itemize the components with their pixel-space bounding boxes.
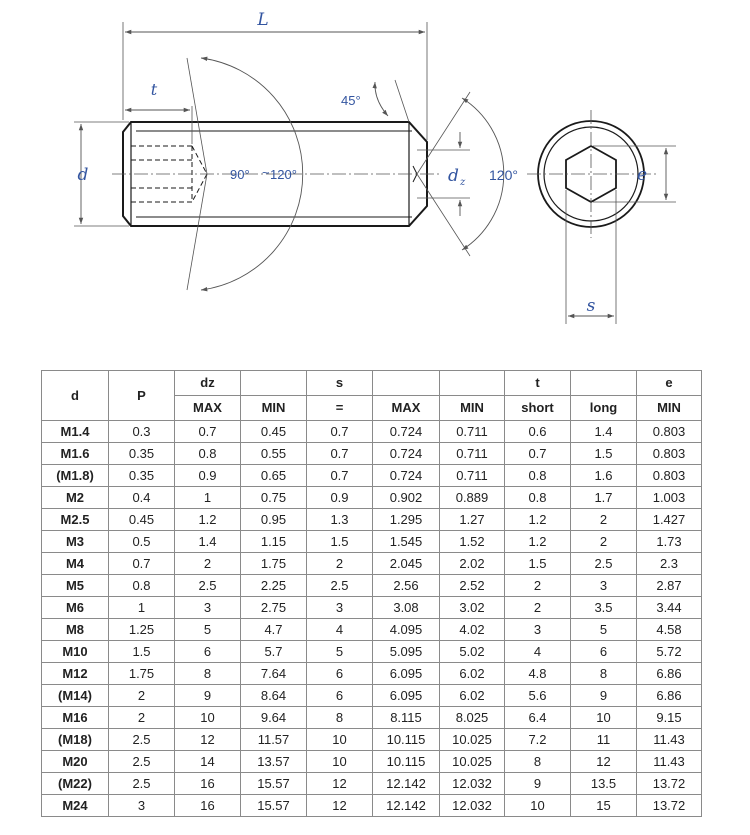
table-cell: 7.64 <box>241 663 307 685</box>
table-cell: 7.2 <box>505 729 571 751</box>
header-s-min: MIN <box>440 396 505 421</box>
socket-angle-tilde: ~ <box>262 165 270 180</box>
table-cell: 1.75 <box>109 663 175 685</box>
socket-angle-right: 120° <box>270 167 297 182</box>
table-cell: 10 <box>307 751 373 773</box>
table-cell: 1.003 <box>637 487 702 509</box>
table-cell: 2 <box>571 509 637 531</box>
table-cell: 1.2 <box>505 509 571 531</box>
header-row-1 <box>42 371 702 396</box>
table-cell: 0.7 <box>307 443 373 465</box>
table-cell: 16 <box>175 773 241 795</box>
table-cell: 8 <box>175 663 241 685</box>
header-blank-2 <box>373 371 440 396</box>
table-cell: 3.02 <box>440 597 505 619</box>
table-cell: 1.27 <box>440 509 505 531</box>
table-cell: 10.025 <box>440 751 505 773</box>
header-s-nominal: = <box>307 396 373 421</box>
table-cell: 1.5 <box>307 531 373 553</box>
table-cell: 1 <box>175 487 241 509</box>
table-cell: 1.7 <box>571 487 637 509</box>
table-cell: 1.5 <box>109 641 175 663</box>
table-row <box>42 729 702 751</box>
table-cell: 1.25 <box>109 619 175 641</box>
dimension-chamfer-angle <box>341 80 409 122</box>
table-cell: 0.95 <box>241 509 307 531</box>
table-cell: 2 <box>505 597 571 619</box>
table-row <box>42 487 702 509</box>
table-cell: 3 <box>571 575 637 597</box>
table-cell: 1.2 <box>175 509 241 531</box>
table-cell: 5 <box>307 641 373 663</box>
table-cell: 1.4 <box>175 531 241 553</box>
table-cell: 3 <box>307 597 373 619</box>
table-cell: 1.73 <box>637 531 702 553</box>
table-cell-size: (M14) <box>42 685 109 707</box>
table-cell-size: M12 <box>42 663 109 685</box>
table-cell: 5.02 <box>440 641 505 663</box>
table-cell: 12.032 <box>440 795 505 817</box>
table-cell: 0.55 <box>241 443 307 465</box>
table-cell-size: M8 <box>42 619 109 641</box>
table-cell: 2.3 <box>637 553 702 575</box>
table-cell: 11.43 <box>637 751 702 773</box>
table-cell: 0.8 <box>505 465 571 487</box>
table-row <box>42 685 702 707</box>
table-cell: 3.44 <box>637 597 702 619</box>
table-cell: 0.45 <box>241 421 307 443</box>
table-cell-size: M10 <box>42 641 109 663</box>
table-cell: 2.75 <box>241 597 307 619</box>
table-row <box>42 597 702 619</box>
table-cell: 14 <box>175 751 241 773</box>
table-cell: 11 <box>571 729 637 751</box>
table-cell-size: (M22) <box>42 773 109 795</box>
table-cell: 6.095 <box>373 663 440 685</box>
table-cell: 5.72 <box>637 641 702 663</box>
table-row <box>42 531 702 553</box>
table-row <box>42 421 702 443</box>
table-cell-size: (M18) <box>42 729 109 751</box>
header-e-min: MIN <box>637 396 702 421</box>
table-cell: 6.02 <box>440 663 505 685</box>
table-cell: 1.52 <box>440 531 505 553</box>
table-cell: 4.58 <box>637 619 702 641</box>
table-cell: 2 <box>307 553 373 575</box>
table-cell: 2.5 <box>571 553 637 575</box>
table-cell: 2 <box>109 685 175 707</box>
point-diameter-subscript: z <box>460 177 466 188</box>
header-s-max: MAX <box>373 396 440 421</box>
table-cell: 1.2 <box>505 531 571 553</box>
table-cell: 1.5 <box>571 443 637 465</box>
table-cell: 2 <box>505 575 571 597</box>
header-d: d <box>42 371 109 421</box>
across-flats-label: s <box>586 296 596 316</box>
table-cell: 2 <box>175 553 241 575</box>
table-cell: 0.724 <box>373 465 440 487</box>
table-cell: 2.5 <box>109 729 175 751</box>
table-cell: 12 <box>571 751 637 773</box>
table-cell: 15.57 <box>241 773 307 795</box>
table-cell: 0.45 <box>109 509 175 531</box>
thread-length-label: t <box>150 80 158 99</box>
diameter-label: d <box>77 165 89 185</box>
table-cell: 9.15 <box>637 707 702 729</box>
table-cell: 0.724 <box>373 443 440 465</box>
dimension-length <box>123 10 427 140</box>
table-cell: 6.4 <box>505 707 571 729</box>
table-cell: 0.8 <box>109 575 175 597</box>
table-cell: 15.57 <box>241 795 307 817</box>
table-cell: 0.6 <box>505 421 571 443</box>
table-cell: 9 <box>175 685 241 707</box>
table-cell-size: M24 <box>42 795 109 817</box>
table-cell: 12.032 <box>440 773 505 795</box>
table-cell-size: M16 <box>42 707 109 729</box>
table-cell: 0.7 <box>307 465 373 487</box>
table-row <box>42 773 702 795</box>
table-cell: 0.35 <box>109 465 175 487</box>
table-cell-size: (M1.8) <box>42 465 109 487</box>
table-cell: 11.43 <box>637 729 702 751</box>
table-cell: 15 <box>571 795 637 817</box>
table-cell: 0.711 <box>440 465 505 487</box>
table-cell: 1 <box>109 597 175 619</box>
table-cell-size: M2.5 <box>42 509 109 531</box>
table-cell: 10.115 <box>373 729 440 751</box>
table-cell: 2.045 <box>373 553 440 575</box>
table-cell: 2 <box>109 707 175 729</box>
table-cell-size: M20 <box>42 751 109 773</box>
header-t: t <box>505 371 571 396</box>
table-cell: 0.7 <box>307 421 373 443</box>
header-dz: dz <box>175 371 241 396</box>
table-row <box>42 575 702 597</box>
header-dz-min: MIN <box>241 396 307 421</box>
table-cell: 2.52 <box>440 575 505 597</box>
table-cell: 3.5 <box>571 597 637 619</box>
table-cell: 13.72 <box>637 795 702 817</box>
table-cell: 8.025 <box>440 707 505 729</box>
table-cell: 9 <box>571 685 637 707</box>
header-t-long: long <box>571 396 637 421</box>
table-cell: 9.64 <box>241 707 307 729</box>
table-cell: 12.142 <box>373 795 440 817</box>
table-cell: 5.6 <box>505 685 571 707</box>
table-cell: 13.72 <box>637 773 702 795</box>
table-cell: 1.545 <box>373 531 440 553</box>
table-cell-size: M1.4 <box>42 421 109 443</box>
table-row <box>42 465 702 487</box>
table-cell: 3 <box>175 597 241 619</box>
table-cell: 0.9 <box>307 487 373 509</box>
table-cell-size: M5 <box>42 575 109 597</box>
table-cell: 16 <box>175 795 241 817</box>
header-dz-max: MAX <box>175 396 241 421</box>
table-cell: 10 <box>505 795 571 817</box>
table-cell: 10 <box>307 729 373 751</box>
table-cell: 8 <box>571 663 637 685</box>
table-cell: 9 <box>505 773 571 795</box>
table-cell: 6.86 <box>637 663 702 685</box>
table-cell: 0.4 <box>109 487 175 509</box>
length-label: L <box>257 10 269 30</box>
set-screw-technical-drawing <box>0 0 750 340</box>
table-cell: 4.095 <box>373 619 440 641</box>
table-cell: 13.57 <box>241 751 307 773</box>
table-cell: 8 <box>307 707 373 729</box>
table-cell: 1.3 <box>307 509 373 531</box>
table-cell: 0.711 <box>440 421 505 443</box>
point-angle-label: 120° <box>489 167 518 183</box>
table-cell: 6 <box>571 641 637 663</box>
table-cell: 10 <box>175 707 241 729</box>
table-cell-size: M6 <box>42 597 109 619</box>
table-cell: 10 <box>571 707 637 729</box>
table-cell: 5 <box>571 619 637 641</box>
table-row <box>42 663 702 685</box>
table-cell: 3.08 <box>373 597 440 619</box>
header-t-short: short <box>505 396 571 421</box>
table-cell: 6 <box>307 663 373 685</box>
table-cell: 5.095 <box>373 641 440 663</box>
table-cell-size: M4 <box>42 553 109 575</box>
table-cell: 1.75 <box>241 553 307 575</box>
table-cell: 12 <box>307 773 373 795</box>
table-cell: 4 <box>307 619 373 641</box>
table-cell: 2.5 <box>175 575 241 597</box>
table-body <box>42 421 702 817</box>
table-cell: 1.4 <box>571 421 637 443</box>
table-cell: 1.15 <box>241 531 307 553</box>
table-cell-size: M1.6 <box>42 443 109 465</box>
table-cell: 11.57 <box>241 729 307 751</box>
table-cell: 4 <box>505 641 571 663</box>
table-cell: 2.5 <box>109 773 175 795</box>
table-cell: 4.7 <box>241 619 307 641</box>
table-cell: 0.8 <box>505 487 571 509</box>
header-blank-4 <box>571 371 637 396</box>
table-cell: 2 <box>571 531 637 553</box>
table-cell: 0.7 <box>505 443 571 465</box>
table-row <box>42 707 702 729</box>
socket-angle-left: 90° <box>230 167 250 182</box>
table-cell: 1.6 <box>571 465 637 487</box>
header-p: P <box>109 371 175 421</box>
table-cell: 0.889 <box>440 487 505 509</box>
table-cell: 2.56 <box>373 575 440 597</box>
table-cell: 6.86 <box>637 685 702 707</box>
table-cell: 0.803 <box>637 421 702 443</box>
table-cell: 4.02 <box>440 619 505 641</box>
table-cell: 13.5 <box>571 773 637 795</box>
header-blank-1 <box>241 371 307 396</box>
table-cell: 8 <box>505 751 571 773</box>
table-row <box>42 751 702 773</box>
table-row <box>42 509 702 531</box>
table-cell: 0.35 <box>109 443 175 465</box>
table-cell: 2.5 <box>109 751 175 773</box>
table-cell: 6.095 <box>373 685 440 707</box>
table-cell: 2.5 <box>307 575 373 597</box>
table-cell: 2.02 <box>440 553 505 575</box>
table-cell: 12 <box>175 729 241 751</box>
chamfer-angle-label: 45° <box>341 93 361 108</box>
table-cell: 0.724 <box>373 421 440 443</box>
table-cell: 0.7 <box>109 553 175 575</box>
table-cell: 10.115 <box>373 751 440 773</box>
table-cell: 6 <box>175 641 241 663</box>
table-cell: 0.711 <box>440 443 505 465</box>
across-corners-label: e <box>637 165 648 185</box>
table-cell: 0.5 <box>109 531 175 553</box>
table-cell: 0.803 <box>637 443 702 465</box>
table-row <box>42 795 702 817</box>
table-cell-size: M3 <box>42 531 109 553</box>
table-cell: 2.25 <box>241 575 307 597</box>
table-cell: 5.7 <box>241 641 307 663</box>
table-cell: 1.427 <box>637 509 702 531</box>
header-s: s <box>307 371 373 396</box>
table-cell: 0.7 <box>175 421 241 443</box>
table-cell: 10.025 <box>440 729 505 751</box>
table-cell: 2.87 <box>637 575 702 597</box>
table-cell: 0.65 <box>241 465 307 487</box>
table-cell: 8.115 <box>373 707 440 729</box>
header-e: e <box>637 371 702 396</box>
table-cell: 4.8 <box>505 663 571 685</box>
table-cell: 5 <box>175 619 241 641</box>
table-cell: 3 <box>505 619 571 641</box>
table-row <box>42 619 702 641</box>
dimension-spec-table <box>41 370 702 817</box>
table-cell: 3 <box>109 795 175 817</box>
table-cell: 0.902 <box>373 487 440 509</box>
table-cell: 1.5 <box>505 553 571 575</box>
table-cell: 6.02 <box>440 685 505 707</box>
table-cell: 0.3 <box>109 421 175 443</box>
table-row <box>42 443 702 465</box>
table-row <box>42 553 702 575</box>
table-cell: 12 <box>307 795 373 817</box>
table-cell: 0.803 <box>637 465 702 487</box>
table-cell-size: M2 <box>42 487 109 509</box>
table-cell: 0.9 <box>175 465 241 487</box>
dimension-thread-length <box>125 80 192 144</box>
table-cell: 8.64 <box>241 685 307 707</box>
table-cell: 0.8 <box>175 443 241 465</box>
table-cell: 6 <box>307 685 373 707</box>
table-cell: 0.75 <box>241 487 307 509</box>
table-cell: 12.142 <box>373 773 440 795</box>
header-blank-3 <box>440 371 505 396</box>
table-cell: 1.295 <box>373 509 440 531</box>
point-diameter-label: d <box>448 166 459 186</box>
table-row <box>42 641 702 663</box>
